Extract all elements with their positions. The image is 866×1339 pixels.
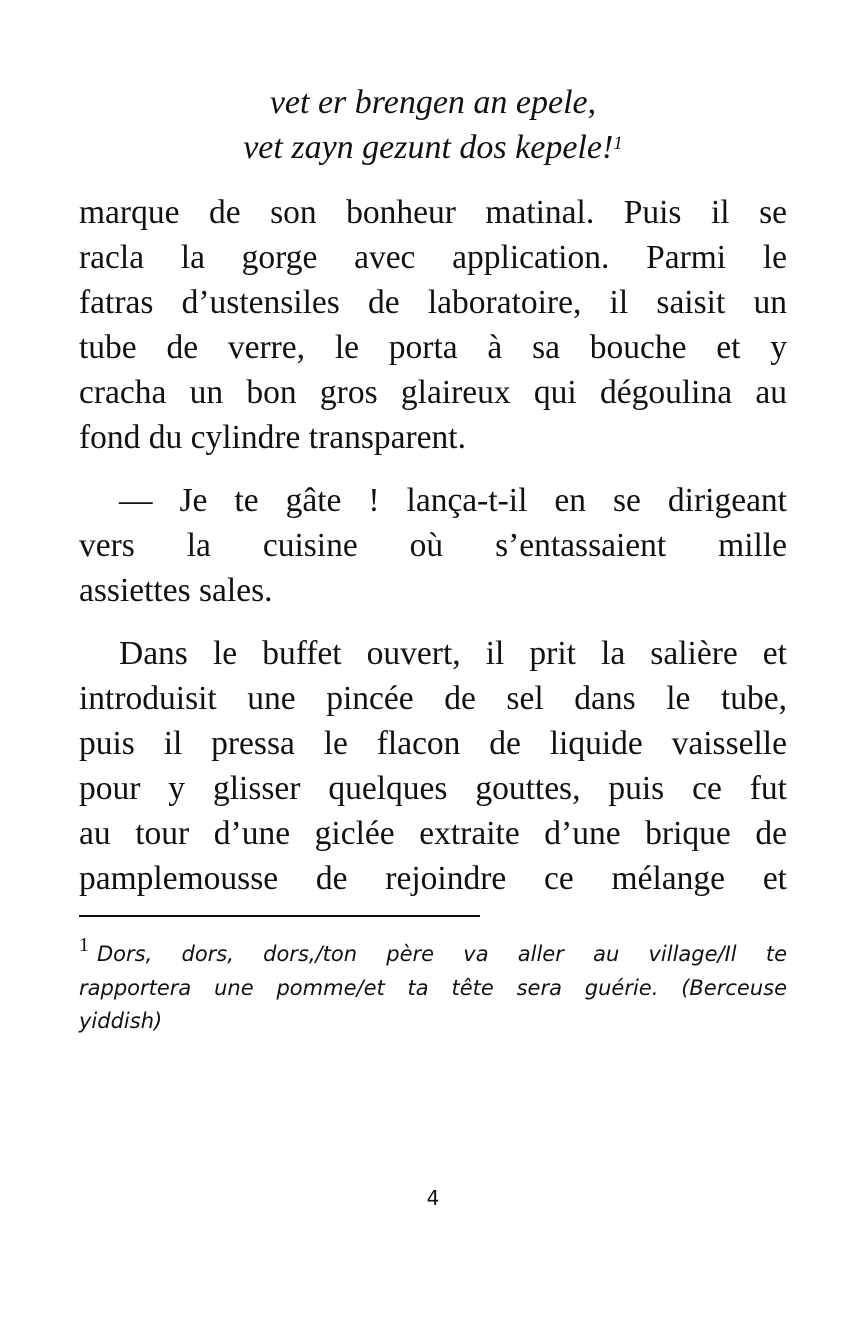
paragraph-line: marque de son bonheur matinal. Puis il se	[79, 194, 787, 231]
paragraph-3	[79, 631, 787, 901]
paragraph-line: fond du cylindre transparent.	[79, 419, 466, 456]
paragraph-line: assiettes sales.	[79, 572, 273, 609]
verse-line-1: vet er brengen an epele,	[269, 84, 597, 121]
verse-line-2-text: vet zayn gezunt dos kepele!	[243, 129, 614, 166]
footnote-separator	[79, 915, 480, 917]
paragraph-line: tube de verre, le porta à sa bouche et y	[79, 329, 787, 366]
paragraph-line: vers la cuisine où s’entassaient mille	[79, 527, 787, 564]
footnote-text-1: Dors, dors, dors,/ton père va aller au village/Il te	[97, 942, 787, 966]
paragraph-line: au tour d’une giclée extraite d’une brique de	[79, 815, 787, 852]
footnote-line: yiddish)	[79, 1009, 163, 1033]
paragraph-line: Dans le buffet ouvert, il prit la salière et	[119, 635, 787, 672]
paragraph-line: introduisit une pincée de sel dans le tube,	[79, 680, 787, 717]
footnote-number: 1	[79, 934, 89, 956]
paragraph-line: puis il pressa le flacon de liquide vaisselle	[79, 725, 787, 762]
paragraph-1	[79, 190, 787, 460]
footnote-line: rapportera une pomme/et ta tête sera guérie. (Berceuse	[79, 976, 787, 1000]
page-number: 4	[426, 1186, 440, 1210]
verse-line-2	[79, 125, 787, 170]
footnote	[79, 934, 787, 1038]
verse-epigraph	[79, 80, 787, 170]
paragraph-line: pamplemousse de rejoindre ce mélange et	[79, 860, 787, 897]
paragraph-2	[79, 478, 787, 613]
paragraph-line: racla la gorge avec application. Parmi le	[79, 239, 787, 276]
footnote-line	[79, 934, 787, 972]
paragraph-line: — Je te gâte ! lança-t-il en se dirigeant	[119, 482, 787, 519]
footnote-reference[interactable]: 1	[613, 133, 623, 154]
paragraph-line: fatras d’ustensiles de laboratoire, il saisit un	[79, 284, 787, 321]
paragraph-line: pour y glisser quelques gouttes, puis ce fut	[79, 770, 787, 807]
paragraph-line: cracha un bon gros glaireux qui dégoulina au	[79, 374, 787, 411]
